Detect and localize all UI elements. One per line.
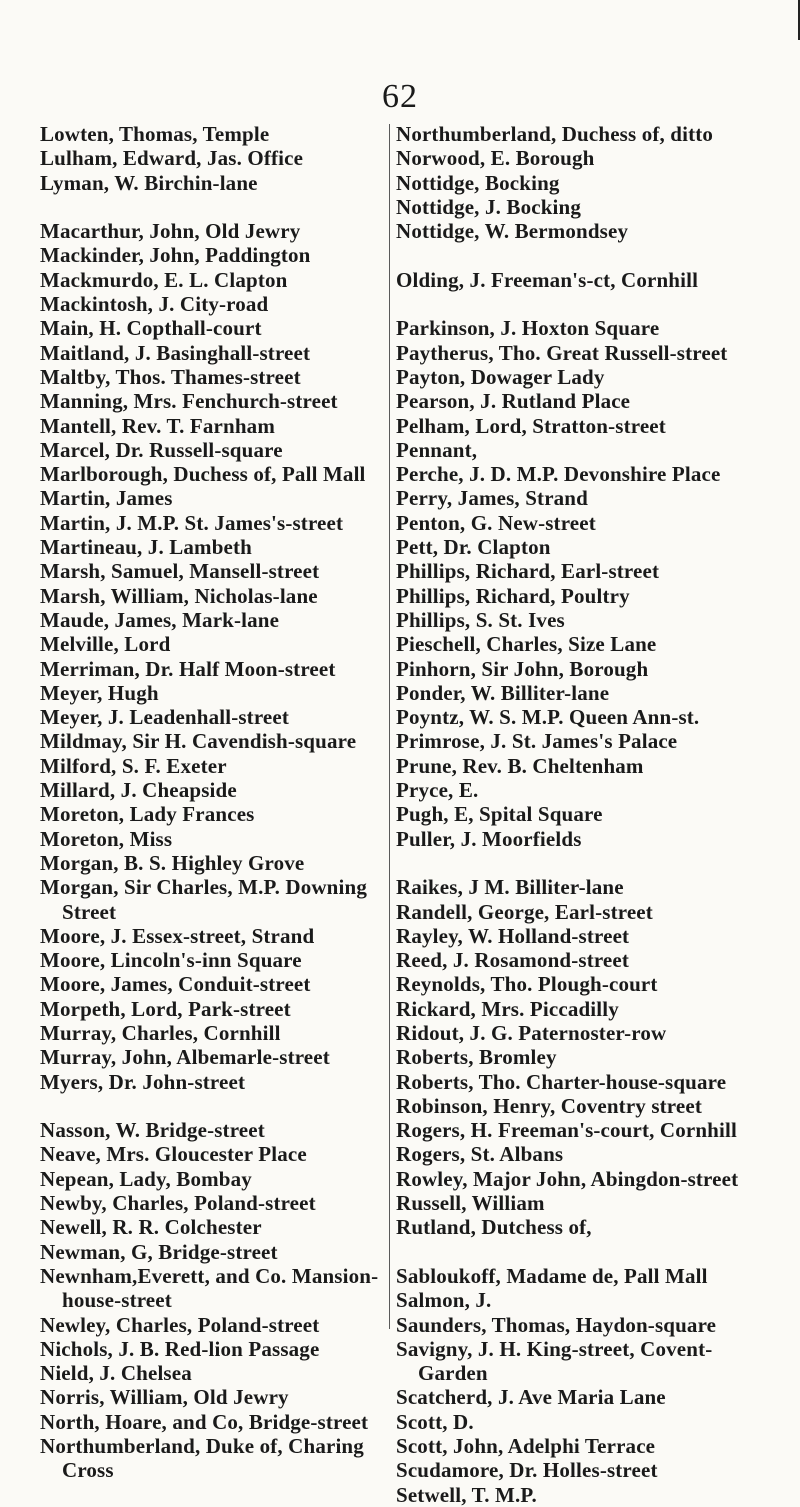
directory-entry: Olding, J. Freeman's-ct, Cornhill (396, 267, 699, 292)
directory-entry: Marsh, Samuel, Mansell-street (40, 559, 320, 584)
directory-entry: North, Hoare, and Co, Bridge-street (40, 1409, 369, 1434)
directory-entry: Reed, J. Rosamond-street (396, 948, 630, 973)
directory-entry: Maitland, J. Basinghall-street (40, 340, 311, 365)
directory-entry: Morgan, Sir Charles, M.P. Downing Street (40, 875, 367, 924)
directory-entry: Penton, G. New-street (396, 510, 596, 535)
directory-entry: Marlborough, Duchess of, Pall Mall (40, 462, 366, 487)
directory-entry: Sabloukoff, Madame de, Pall Mall (396, 1263, 708, 1288)
column-divider (389, 124, 390, 1329)
directory-entry: Russell, William (396, 1191, 545, 1216)
directory-entry: Rayley, W. Holland-street (396, 923, 630, 948)
directory-entry: Roberts, Tho. Charter-house-square (396, 1069, 727, 1094)
directory-entry: Northumberland, Duchess of, ditto (396, 122, 714, 146)
directory-entry: Nield, J. Chelsea (40, 1361, 192, 1386)
directory-entry: Rickard, Mrs. Piccadilly (396, 996, 619, 1021)
directory-entry: Newby, Charles, Poland-street (40, 1191, 316, 1216)
directory-entry: Mantell, Rev. T. Farnham (40, 413, 275, 438)
directory-entry: Pinhorn, Sir John, Borough (396, 656, 649, 681)
directory-entry: Setwell, T. M.P. (396, 1482, 537, 1507)
directory-entry: Murray, John, Albemarle-street (40, 1045, 330, 1070)
directory-entry: Nottidge, Bocking (396, 170, 560, 195)
directory-entry: Savigny, J. H. King-street, Covent-Garden (396, 1336, 713, 1386)
directory-entry: Myers, Dr. John-street (40, 1069, 246, 1094)
directory-entry: Paytherus, Tho. Great Russell-street (396, 340, 728, 365)
directory-entry: Poyntz, W. S. M.P. Queen Ann-st. (396, 705, 700, 730)
directory-entry: Pelham, Lord, Stratton-street (396, 413, 666, 438)
directory-entry: Salmon, J. (396, 1288, 492, 1313)
directory-entry: Nepean, Lady, Bombay (40, 1166, 252, 1191)
directory-entry: Pugh, E, Spital Square (396, 802, 603, 827)
directory-entry: Nasson, W. Bridge-street (40, 1118, 265, 1143)
directory-entry: Moreton, Lady Frances (40, 802, 255, 827)
directory-entry: Martin, James (40, 486, 173, 511)
directory-entry: Randell, George, Earl-street (396, 899, 653, 924)
directory-entry: Perche, J. D. M.P. Devonshire Place (396, 462, 721, 487)
directory-entry: Prune, Rev. B. Cheltenham (396, 753, 644, 778)
directory-entry: Scudamore, Dr. Holles-street (396, 1458, 658, 1483)
section-gap (396, 851, 766, 875)
directory-entry: Scott, D. (396, 1409, 474, 1434)
directory-entry: Primrose, J. St. James's Palace (396, 729, 678, 754)
directory-entry: Robinson, Henry, Coventry street (396, 1093, 702, 1118)
directory-entry: Rogers, H. Freeman's-court, Cornhill (396, 1118, 737, 1143)
section-gap (396, 1240, 766, 1264)
directory-entry: Melville, Lord (40, 632, 171, 657)
directory-entry: Pennant, (396, 437, 478, 462)
right-column (396, 122, 766, 1507)
directory-entry: Nottidge, J. Bocking (396, 194, 582, 219)
directory-entry: Macarthur, John, Old Jewry (40, 219, 301, 244)
directory-entry: Newman, G, Bridge-street (40, 1239, 278, 1264)
section-gap (396, 292, 766, 316)
directory-entry: Moore, James, Conduit-street (40, 972, 311, 997)
directory-entry: Raikes, J M. Billiter-lane (396, 875, 624, 900)
directory-entry: Martineau, J. Lambeth (40, 535, 252, 560)
section-gap (396, 243, 766, 267)
directory-entry: Phillips, Richard, Earl-street (396, 559, 660, 584)
directory-entry: Milford, S. F. Exeter (40, 753, 227, 778)
directory-entry: Scatcherd, J. Ave Maria Lane (396, 1385, 666, 1410)
directory-entry: Saunders, Thomas, Haydon-square (396, 1312, 717, 1337)
directory-entry: Reynolds, Tho. Plough-court (396, 972, 658, 997)
directory-entry: Phillips, Richard, Poultry (396, 583, 630, 608)
directory-entry: Moreton, Miss (40, 826, 173, 851)
directory-entry: Mildmay, Sir H. Cavendish-square (40, 729, 357, 754)
directory-entry: Norris, William, Old Jewry (40, 1385, 289, 1410)
directory-entry: Mackintosh, J. City-road (40, 292, 269, 317)
directory-entry: Murray, Charles, Cornhill (40, 1020, 281, 1045)
section-gap (40, 195, 386, 219)
directory-entry: Merriman, Dr. Half Moon-street (40, 656, 336, 681)
directory-entry: Rowley, Major John, Abingdon-street (396, 1166, 739, 1191)
directory-entry: Pearson, J. Rutland Place (396, 389, 631, 414)
section-gap (40, 1094, 386, 1118)
directory-entry: Phillips, S. St. Ives (396, 607, 565, 632)
directory-entry: Rogers, St. Albans (396, 1142, 564, 1167)
directory-entry: Ridout, J. G. Paternoster-row (396, 1020, 667, 1045)
directory-entry: Roberts, Bromley (396, 1045, 557, 1070)
directory-entry: Payton, Dowager Lady (396, 364, 605, 389)
directory-entry: Pieschell, Charles, Size Lane (396, 632, 657, 657)
directory-entry: Lyman, W. Birchin-lane (40, 170, 258, 195)
directory-entry: Moore, J. Essex-street, Strand (40, 923, 315, 948)
directory-entry: Morgan, B. S. Highley Grove (40, 850, 305, 875)
directory-entry: Maude, James, Mark-lane (40, 607, 280, 632)
directory-entry: Marcel, Dr. Russell-square (40, 437, 283, 462)
directory-entry: Lulham, Edward, Jas. Office (40, 146, 304, 171)
directory-entry: Parkinson, J. Hoxton Square (396, 316, 660, 341)
directory-entry: Morpeth, Lord, Park-street (40, 996, 291, 1021)
directory-entry: Ponder, W. Billiter-lane (396, 680, 610, 705)
directory-entry: Newnham,Everett, and Co. Mansion-house-street (40, 1263, 379, 1313)
directory-entry: Norwood, E. Borough (396, 146, 595, 171)
directory-entry: Martin, J. M.P. St. James's-street (40, 510, 344, 535)
directory-entry: Nichols, J. B. Red-lion Passage (40, 1336, 320, 1361)
directory-entry: Mackmurdo, E. L. Clapton (40, 267, 288, 292)
directory-entry: Millard, J. Cheapside (40, 778, 237, 803)
directory-entry: Moore, Lincoln's-inn Square (40, 948, 302, 973)
directory-entry: Perry, James, Strand (396, 486, 588, 511)
page-number: 62 (382, 78, 418, 115)
directory-entry: Marsh, William, Nicholas-lane (40, 583, 318, 608)
directory-entry: Newley, Charles, Poland-street (40, 1312, 320, 1337)
directory-entry: Lowten, Thomas, Temple (40, 122, 270, 146)
directory-entry: Meyer, Hugh (40, 680, 159, 705)
directory-entry: Main, H. Copthall-court (40, 316, 262, 341)
directory-entry: Scott, John, Adelphi Terrace (396, 1434, 656, 1459)
directory-entry: Manning, Mrs. Fenchurch-street (40, 389, 338, 414)
directory-entry: Mackinder, John, Paddington (40, 243, 311, 268)
directory-entry: Nottidge, W. Bermondsey (396, 219, 629, 244)
directory-entry: Puller, J. Moorfields (396, 826, 582, 851)
directory-entry: Meyer, J. Leadenhall-street (40, 705, 289, 730)
directory-entry: Pryce, E. (396, 778, 479, 803)
left-column (40, 122, 386, 1483)
directory-entry: Newell, R. R. Colchester (40, 1215, 262, 1240)
directory-entry: Neave, Mrs. Gloucester Place (40, 1142, 307, 1167)
directory-entry: Pett, Dr. Clapton (396, 535, 551, 560)
directory-entry: Maltby, Thos. Thames-street (40, 364, 301, 389)
directory-entry: Rutland, Dutchess of, (396, 1215, 592, 1240)
directory-entry: Northumberland, Duke of, Charing Cross (40, 1434, 364, 1483)
